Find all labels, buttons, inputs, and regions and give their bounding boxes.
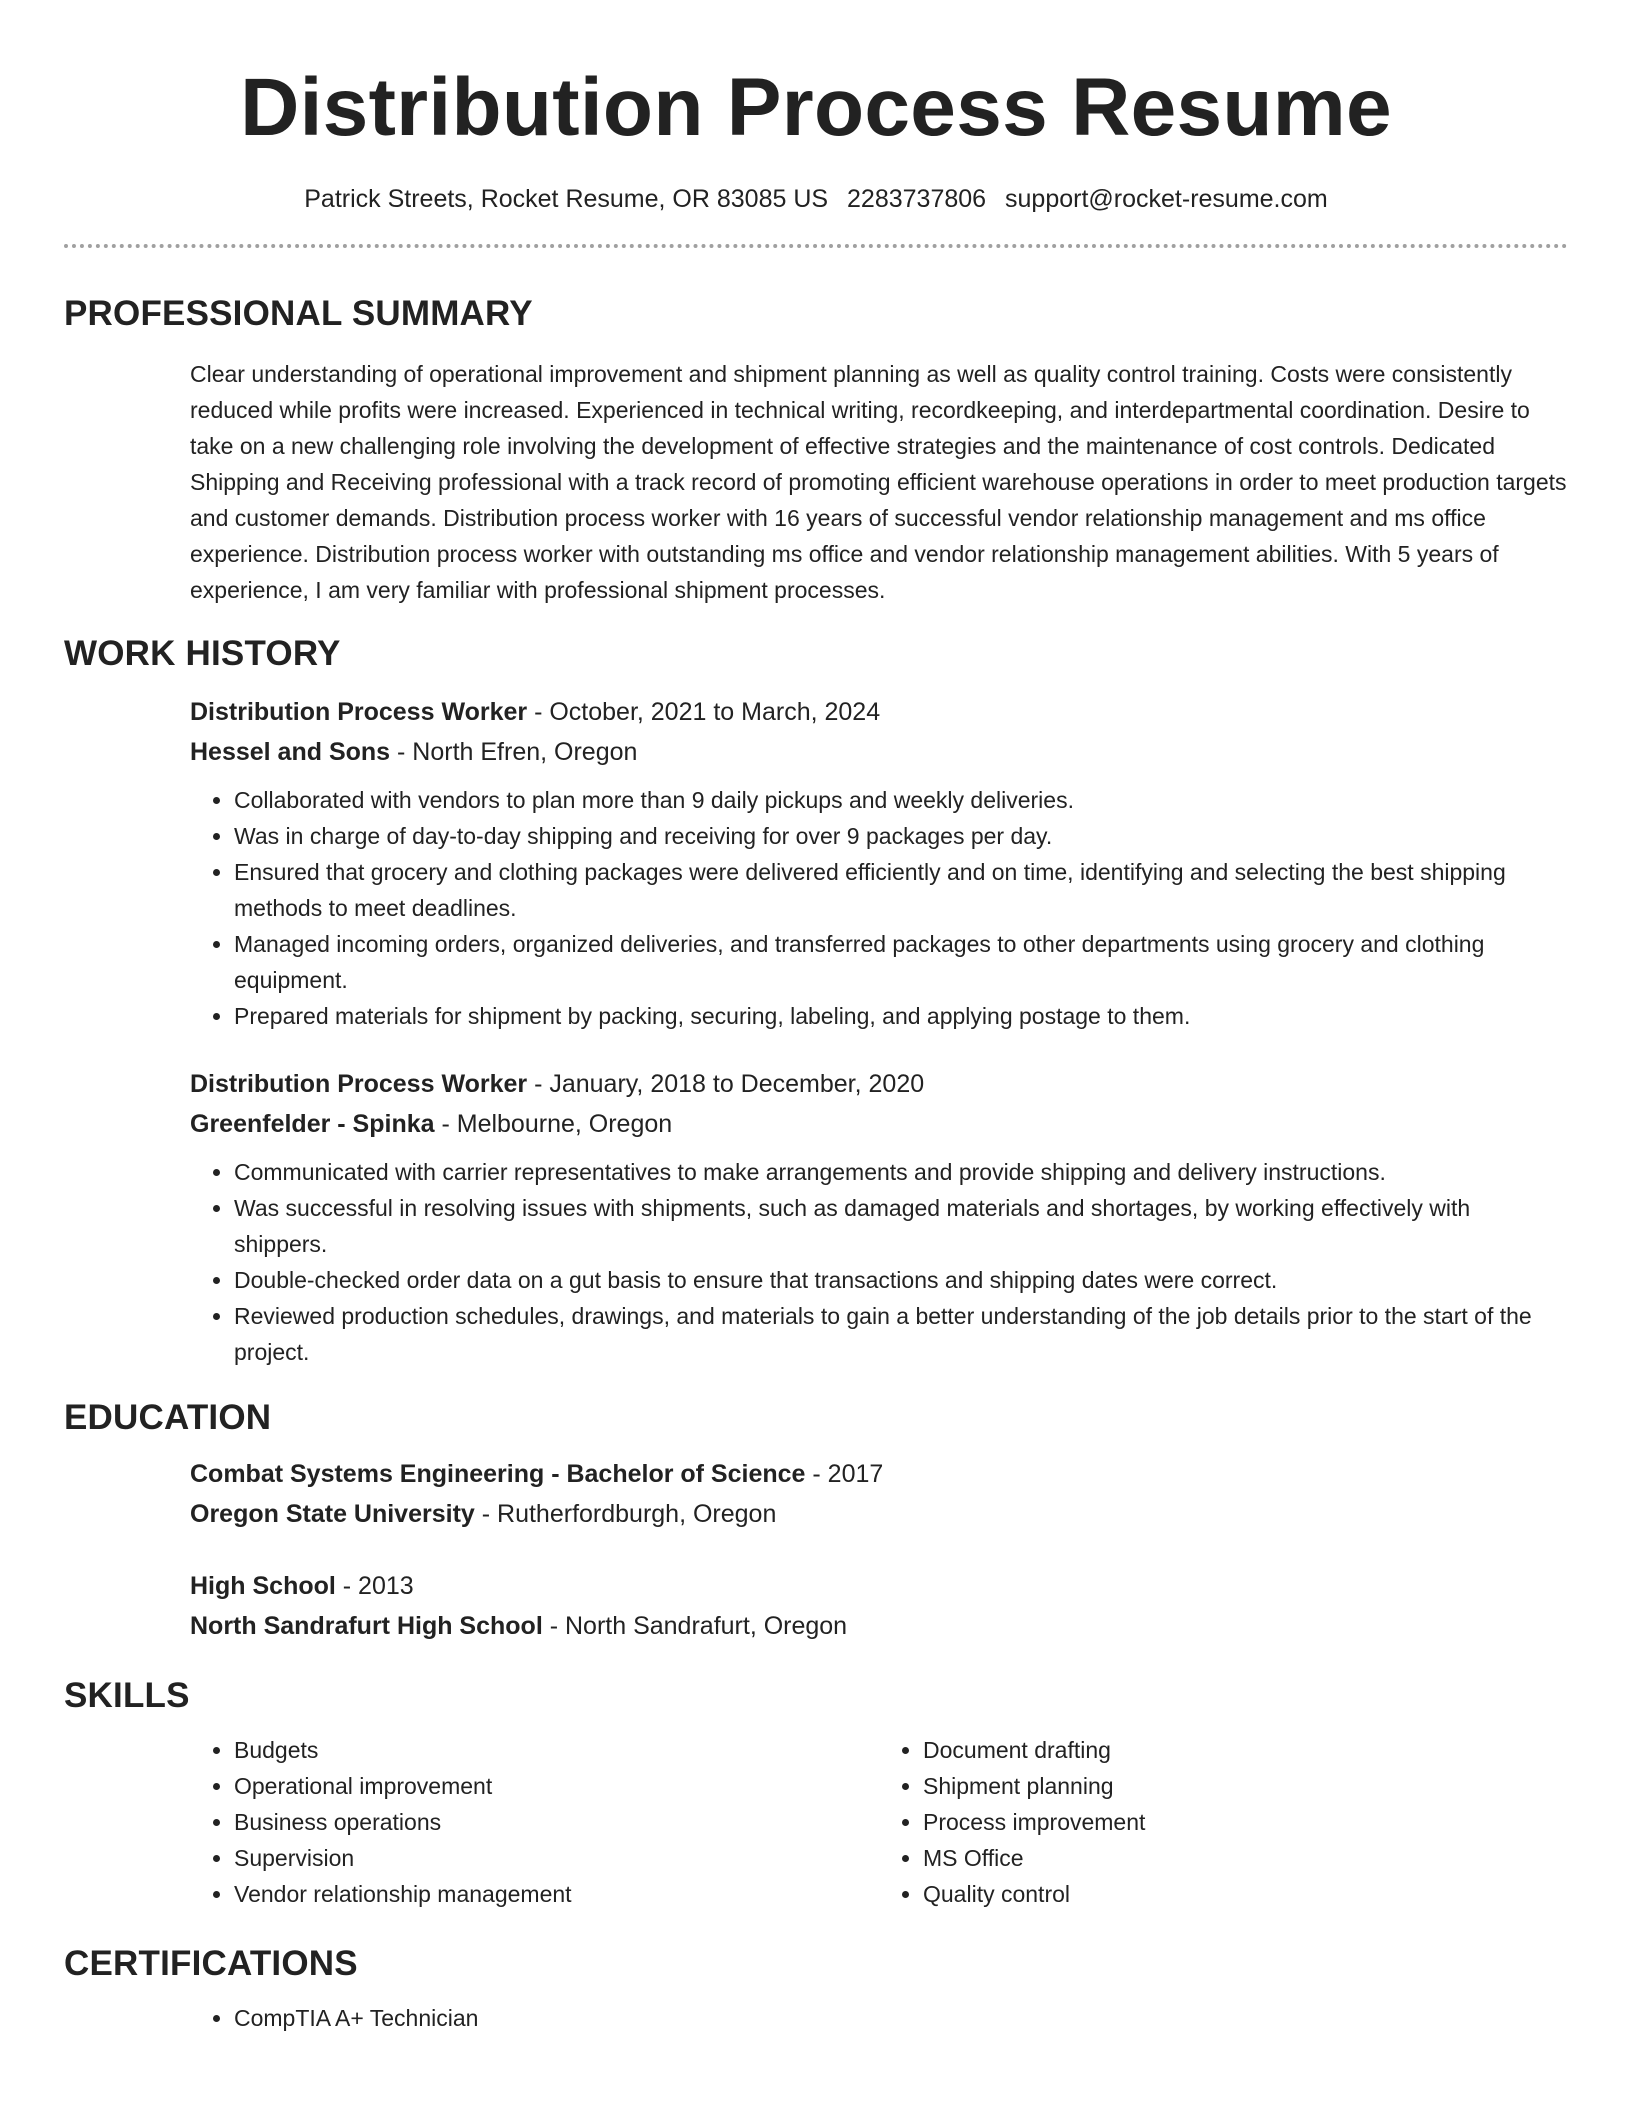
job-bullet: • Reviewed production schedules, drawings, and materials to gain a better understanding of the job details prior to the start of the project. (234, 1298, 1568, 1370)
certification-item: • CompTIA A+ Technician (234, 2000, 1568, 2036)
skills-section (64, 1732, 1568, 1912)
education-school: North Sandrafurt High School (190, 1612, 543, 1640)
job-bullet: • Double-checked order data on a gut basis to ensure that transactions and shipping dates were correct. (234, 1262, 1568, 1298)
education-year: - 2013 (335, 1572, 414, 1600)
education-entry (190, 1454, 1568, 1534)
skill-item: • Supervision (234, 1840, 879, 1876)
resume-name: Distribution Process Resume (240, 62, 1392, 153)
education-school: Oregon State University (190, 1500, 475, 1528)
contact-phone: 2283737806 (847, 185, 987, 213)
skill-item: • Business operations (234, 1804, 879, 1840)
education-degree-line (190, 1454, 1568, 1494)
education-degree-line (190, 1566, 1568, 1606)
job-dates: - January, 2018 to December, 2020 (527, 1070, 925, 1098)
education-degree: High School (190, 1572, 336, 1600)
skill-item: • Vendor relationship management (234, 1876, 879, 1912)
summary-section (64, 356, 1568, 608)
skills-grid (190, 1732, 1568, 1912)
job-bullet: • Was successful in resolving issues with shipments, such as damaged materials and shortages, by working effectively with shippers. (234, 1190, 1568, 1262)
education-entry (190, 1566, 1568, 1646)
job-entry (190, 692, 1568, 1034)
education-school-line (190, 1606, 1568, 1646)
job-title-line (190, 692, 1568, 732)
summary-heading: PROFESSIONAL SUMMARY (64, 294, 533, 333)
skill-item: • Shipment planning (923, 1768, 1568, 1804)
summary-text: Clear understanding of operational improvement and shipment planning as well as quality control training. Costs were consistently reduced while profits were increased. Experienced in technical writing, recordkeeping, and interdepartmental coordination. Desire to take on a new challenging role involving the development of effective strategies and the maintenance of cost controls. Dedicated Shipping and Receiving professional with a track record of promoting efficient warehouse operations in order to meet production targets and customer demands. Distribution process worker with 16 years of successful vendor relationship management and ms office experience. Distribution process worker with outstanding ms office and vendor relationship management abilities. With 5 years of experience, I am very familiar with professional shipment processes. (190, 361, 1567, 603)
certifications-list (190, 2000, 1568, 2036)
contact-line (64, 182, 1568, 216)
skills-heading: SKILLS (64, 1676, 190, 1715)
education-heading: EDUCATION (64, 1398, 272, 1437)
skill-item: • Process improvement (923, 1804, 1568, 1840)
certifications-heading: CERTIFICATIONS (64, 1944, 358, 1983)
job-bullet: • Ensured that grocery and clothing packages were delivered efficiently and on time, identifying and selecting the best shipping methods to meet deadlines. (234, 854, 1568, 926)
job-role: Distribution Process Worker (190, 698, 528, 726)
job-bullet: • Collaborated with vendors to plan more than 9 daily pickups and weekly deliveries. (234, 782, 1568, 818)
education-year: - 2017 (805, 1460, 884, 1488)
job-location: - Melbourne, Oregon (434, 1110, 673, 1138)
education-school-line (190, 1494, 1568, 1534)
contact-address: Patrick Streets, Rocket Resume, OR 83085 US (304, 185, 829, 213)
education-degree: Combat Systems Engineering - Bachelor of Science (190, 1460, 806, 1488)
work-history-heading: WORK HISTORY (64, 634, 341, 673)
job-company-line (190, 732, 1568, 772)
education-location: - North Sandrafurt, Oregon (542, 1612, 848, 1640)
job-bullet: • Was in charge of day-to-day shipping and receiving for over 9 packages per day. (234, 818, 1568, 854)
job-company: Hessel and Sons (190, 738, 391, 766)
job-bullet-list (190, 1154, 1568, 1370)
skills-list-right (879, 1732, 1568, 1912)
contact-email: support@rocket-resume.com (1005, 185, 1328, 213)
job-bullet: • Communicated with carrier representatives to make arrangements and provide shipping and delivery instructions. (234, 1154, 1568, 1190)
job-bullet-list (190, 782, 1568, 1034)
job-role: Distribution Process Worker (190, 1070, 528, 1098)
education-location: - Rutherfordburgh, Oregon (474, 1500, 777, 1528)
certifications-section (64, 2000, 1568, 2036)
job-bullet: • Prepared materials for shipment by packing, securing, labeling, and applying postage to them. (234, 998, 1568, 1034)
job-company-line (190, 1104, 1568, 1144)
skill-item: • Document drafting (923, 1732, 1568, 1768)
job-bullet: • Managed incoming orders, organized deliveries, and transferred packages to other departments using grocery and clothing equipment. (234, 926, 1568, 998)
job-dates: - October, 2021 to March, 2024 (527, 698, 881, 726)
header-divider (64, 244, 1568, 248)
job-company: Greenfelder - Spinka (190, 1110, 435, 1138)
skill-item: • Quality control (923, 1876, 1568, 1912)
skills-list-left (190, 1732, 879, 1912)
job-entry (190, 1064, 1568, 1370)
education-section (64, 1454, 1568, 1646)
skill-item: • Operational improvement (234, 1768, 879, 1804)
job-location: - North Efren, Oregon (390, 738, 638, 766)
work-history-section (64, 692, 1568, 1370)
skill-item: • MS Office (923, 1840, 1568, 1876)
skill-item: • Budgets (234, 1732, 879, 1768)
job-title-line (190, 1064, 1568, 1104)
